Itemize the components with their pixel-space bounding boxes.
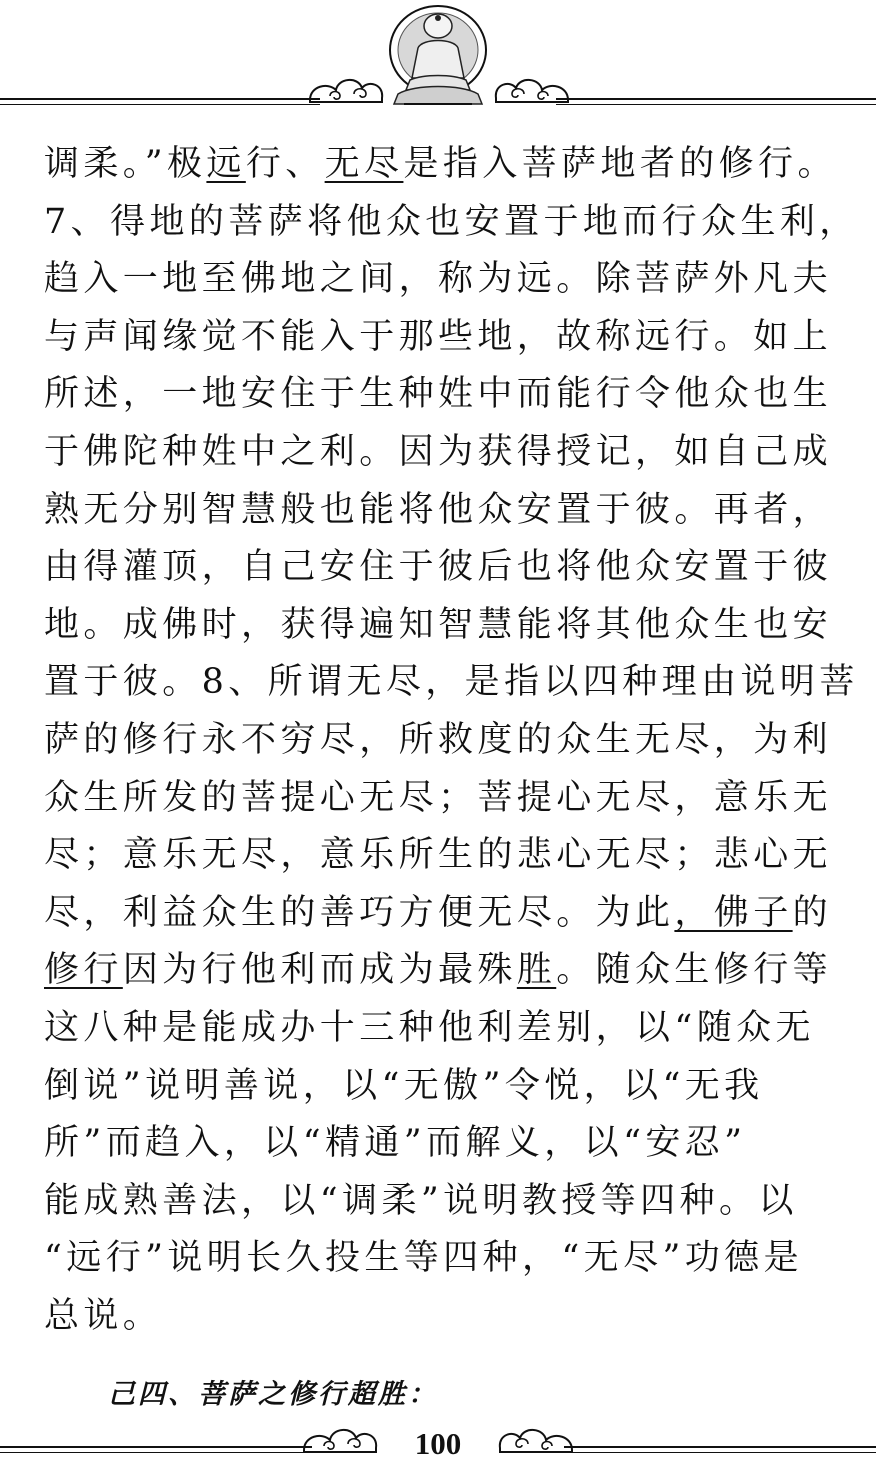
footer-rule-left — [0, 1446, 312, 1448]
cloud-scroll-icon — [306, 72, 388, 108]
text-line: 所”而趋入，以“精通”而解义，以“安忍” — [44, 1123, 747, 1164]
text-span: 调柔。”极 — [44, 144, 207, 184]
text-span: 因为行他利而成为最殊 — [122, 950, 517, 991]
underlined-term: 修行 — [44, 950, 123, 991]
footer-rule-left-inner — [0, 1452, 312, 1453]
text-line: “远行”说明长久投生等四种，“无尽”功德是 — [44, 1238, 803, 1279]
text-line: 置于彼。8、所谓无尽，是指以四种理由说明菩 — [44, 662, 859, 703]
buddha-figure-icon — [384, 4, 492, 108]
cloud-scroll-icon — [300, 1422, 382, 1458]
header-rule-left — [0, 98, 320, 100]
underlined-term: ，佛子 — [674, 892, 793, 933]
text-line: 众生所发的菩提心无尽；菩提心无尽，意乐无 — [44, 777, 833, 818]
text-line — [44, 942, 844, 1000]
text-line: 尽；意乐无尽，意乐所生的悲心无尽；悲心无 — [44, 835, 833, 876]
text-line: 趋入一地至佛地之间，称为远。除菩萨外凡夫 — [44, 259, 833, 300]
header-rule-right-inner — [556, 104, 876, 105]
text-span: 。随众生修行等 — [556, 950, 833, 991]
text-line: 总说。 — [44, 1295, 163, 1336]
footer-rule-right — [564, 1446, 876, 1448]
underlined-term: 远 — [206, 144, 246, 184]
text-line: 萨的修行永不穷尽，所救度的众生无尽，为利 — [44, 719, 833, 760]
text-span: 行、 — [245, 144, 325, 184]
header-rule-right — [556, 98, 876, 100]
cloud-scroll-icon — [494, 1422, 576, 1458]
text-line: 倒说”说明善说，以“无傲”令悦，以“无我 — [44, 1065, 764, 1106]
text-line: 与声闻缘觉不能入于那些地，故称远行。如上 — [44, 316, 833, 357]
text-span: 尽，利益众生的善巧方便无尽。为此 — [44, 892, 675, 933]
cloud-scroll-icon — [490, 72, 572, 108]
page-number: 100 — [414, 1426, 462, 1461]
text-line: 所述，一地安住于生种姓中而能行令他众也生 — [44, 374, 833, 415]
text-line: 于佛陀种姓中之利。因为获得授记，如自己成 — [44, 431, 833, 472]
text-line: 能成熟善法，以“调柔”说明教授等四种。以 — [44, 1180, 798, 1221]
underlined-term: 无尽 — [324, 144, 404, 184]
text-line: 由得灌顶，自己安住于彼后也将他众安置于彼 — [44, 547, 833, 588]
text-line — [44, 136, 844, 194]
text-line: 地。成佛时，获得遍知智慧能将其他众生也安 — [44, 604, 833, 645]
text-span: 的 — [792, 892, 833, 933]
text-line: 7、得地的菩萨将他众也安置于地而行众生利， — [44, 201, 859, 242]
header-rule-left-inner — [0, 104, 320, 105]
body-text — [44, 136, 859, 1345]
text-line: 这八种是能成办十三种他利差别，以“随众无 — [44, 1007, 815, 1048]
text-span: 是指入菩萨地者的修行。 — [403, 144, 837, 184]
footer-rule-right-inner — [564, 1452, 876, 1453]
text-line: 熟无分别智慧般也能将他众安置于彼。再者， — [44, 489, 833, 530]
text-line — [44, 885, 844, 943]
section-heading: 己四、菩萨之修行超胜： — [108, 1379, 438, 1410]
underlined-term: 胜 — [516, 950, 557, 991]
